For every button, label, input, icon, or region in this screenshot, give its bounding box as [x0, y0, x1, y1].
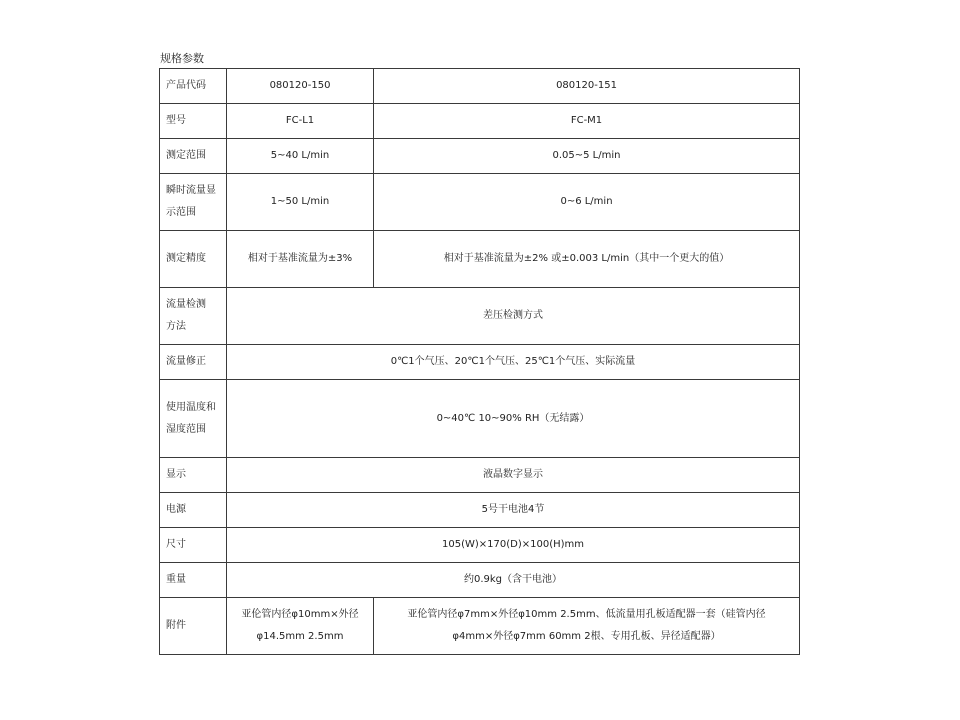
row-value: 5号干电池4节 [227, 493, 800, 528]
row-label: 流量修正 [160, 345, 227, 380]
row-value: 1~50 L/min [227, 174, 374, 231]
row-value: FC-L1 [227, 104, 374, 139]
row-value: 080120-150 [227, 69, 374, 104]
table-row [160, 139, 800, 174]
row-label: 瞬时流量显示范围 [160, 174, 227, 231]
table-row [160, 345, 800, 380]
row-value: 0.05~5 L/min [374, 139, 800, 174]
row-label: 流量检测方法 [160, 288, 227, 345]
row-label: 测定精度 [160, 231, 227, 288]
row-label: 测定范围 [160, 139, 227, 174]
table-row [160, 104, 800, 139]
table-caption: 规格参数 [160, 52, 204, 65]
row-value: 105(W)×170(D)×100(H)mm [227, 528, 800, 563]
row-label: 重量 [160, 563, 227, 598]
row-value: FC-M1 [374, 104, 800, 139]
row-value: 080120-151 [374, 69, 800, 104]
row-value: 亚伦管内径φ7mm×外径φ10mm 2.5mm、低流量用孔板适配器一套（硅管内径φ4mm×外径φ7mm 60mm 2根、专用孔板、异径适配器） [374, 598, 800, 655]
row-label: 型号 [160, 104, 227, 139]
table-row [160, 231, 800, 288]
row-label: 附件 [160, 598, 227, 655]
spec-table [159, 68, 800, 655]
table-row [160, 380, 800, 458]
table-row [160, 69, 800, 104]
row-label: 产品代码 [160, 69, 227, 104]
row-value: 5~40 L/min [227, 139, 374, 174]
row-value: 相对于基准流量为±2% 或±0.003 L/min（其中一个更大的值） [374, 231, 800, 288]
row-label: 使用温度和湿度范围 [160, 380, 227, 458]
row-value: 差压检测方式 [227, 288, 800, 345]
row-value: 0℃1个气压、20℃1个气压、25℃1个气压、实际流量 [227, 345, 800, 380]
table-row [160, 563, 800, 598]
table-row [160, 493, 800, 528]
row-value: 液晶数字显示 [227, 458, 800, 493]
table-row [160, 598, 800, 655]
table-row [160, 458, 800, 493]
row-value: 亚伦管内径φ10mm×外径φ14.5mm 2.5mm [227, 598, 374, 655]
row-value: 0~6 L/min [374, 174, 800, 231]
table-row [160, 288, 800, 345]
row-label: 电源 [160, 493, 227, 528]
table-row [160, 174, 800, 231]
row-label: 尺寸 [160, 528, 227, 563]
row-value: 0~40℃ 10~90% RH（无结露） [227, 380, 800, 458]
row-value: 相对于基准流量为±3% [227, 231, 374, 288]
row-label: 显示 [160, 458, 227, 493]
table-row [160, 528, 800, 563]
row-value: 约0.9kg（含干电池） [227, 563, 800, 598]
